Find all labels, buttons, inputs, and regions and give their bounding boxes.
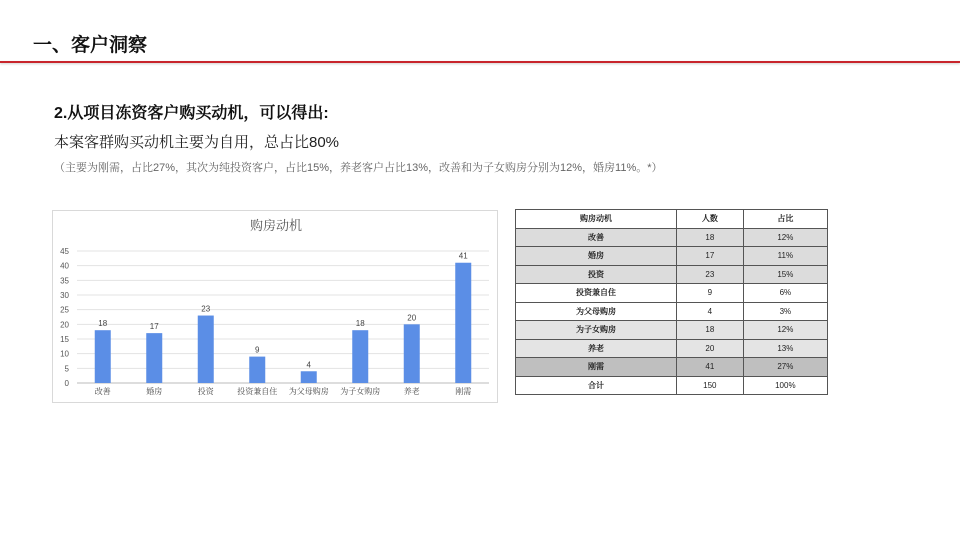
table-row — [516, 376, 828, 395]
table-row — [516, 302, 828, 321]
x-tick-label: 婚房 — [146, 387, 163, 396]
x-tick-label: 养老 — [403, 387, 420, 396]
table-header-cell: 购房动机 — [516, 210, 677, 229]
bar — [146, 333, 162, 383]
data-label: 20 — [407, 313, 417, 323]
data-label: 17 — [149, 322, 159, 332]
table-cell: 6% — [743, 284, 827, 303]
bar — [95, 330, 111, 383]
table-row — [516, 265, 828, 284]
y-tick-label: 0 — [64, 379, 69, 388]
bar — [352, 330, 368, 383]
table-cell: 15% — [743, 265, 827, 284]
table-cell: 18 — [676, 321, 743, 340]
table-row — [516, 247, 828, 266]
table-row — [516, 284, 828, 303]
table-cell: 100% — [743, 376, 827, 395]
bar — [301, 371, 317, 383]
y-tick-label: 20 — [60, 320, 69, 330]
table-header-cell: 占比 — [743, 210, 827, 229]
y-tick-label: 5 — [64, 364, 69, 374]
data-label: 41 — [458, 251, 468, 261]
table-cell: 23 — [676, 265, 743, 284]
x-tick-label: 为父母购房 — [288, 387, 329, 396]
y-tick-label: 40 — [60, 261, 69, 271]
data-label: 18 — [355, 319, 365, 329]
table-cell: 养老 — [516, 339, 677, 358]
summary-text: 本案客群购买动机主要为自用，总占比80% — [54, 134, 340, 151]
table-cell: 13% — [743, 339, 827, 358]
subtitle: 2.从项目冻资客户购买动机，可以得出: — [54, 105, 329, 122]
x-tick-label: 改善 — [94, 387, 111, 396]
table-cell: 4 — [676, 302, 743, 321]
x-tick-label: 投资 — [197, 387, 214, 396]
x-tick-label: 投资兼自住 — [237, 387, 278, 396]
data-label: 23 — [201, 304, 211, 314]
table-cell: 投资兼自住 — [516, 284, 677, 303]
x-tick-label: 为子女购房 — [340, 387, 381, 396]
table-cell: 9 — [676, 284, 743, 303]
table-row — [516, 339, 828, 358]
y-tick-label: 15 — [60, 335, 69, 344]
table-cell: 18 — [676, 228, 743, 247]
section-title: 一、客户洞察 — [33, 35, 148, 56]
data-label: 4 — [306, 360, 311, 370]
table-cell: 改善 — [516, 228, 677, 247]
table-cell: 17 — [676, 247, 743, 266]
table-row — [516, 228, 828, 247]
bar — [404, 324, 420, 383]
y-tick-label: 10 — [60, 349, 69, 359]
title-divider — [0, 61, 960, 63]
table-cell: 为父母购房 — [516, 302, 677, 321]
table-cell: 合计 — [516, 376, 677, 395]
note-text: （主要为刚需，占比27%，其次为纯投资客户，占比15%，养老客户占比13%，改善和为子女购房分别为12%，婚房11%。*） — [54, 162, 663, 174]
y-tick-label: 25 — [60, 305, 69, 315]
table-cell: 41 — [676, 358, 743, 377]
y-tick-label: 30 — [60, 291, 69, 300]
y-tick-label: 45 — [60, 247, 69, 256]
table-cell: 11% — [743, 247, 827, 266]
table-row — [516, 358, 828, 377]
table-cell: 婚房 — [516, 247, 677, 266]
table-row — [516, 321, 828, 340]
bar — [249, 357, 265, 383]
table-cell: 27% — [743, 358, 827, 377]
table-cell: 20 — [676, 339, 743, 358]
bar — [198, 316, 214, 383]
table-cell: 12% — [743, 228, 827, 247]
data-label: 9 — [255, 345, 260, 355]
chart-svg — [53, 211, 499, 404]
x-tick-label: 刚需 — [455, 387, 472, 396]
table-cell: 刚需 — [516, 358, 677, 377]
data-label: 18 — [98, 319, 108, 329]
table-header-cell: 人数 — [676, 210, 743, 229]
table-cell: 投资 — [516, 265, 677, 284]
motive-table — [515, 209, 828, 395]
bar-chart — [52, 210, 498, 403]
table-cell: 为子女购房 — [516, 321, 677, 340]
table-header-row — [516, 210, 828, 229]
bar — [455, 263, 471, 383]
chart-title: 购房动机 — [249, 218, 303, 233]
y-tick-label: 35 — [60, 276, 69, 286]
table-cell: 150 — [676, 376, 743, 395]
table-cell: 3% — [743, 302, 827, 321]
table-cell: 12% — [743, 321, 827, 340]
